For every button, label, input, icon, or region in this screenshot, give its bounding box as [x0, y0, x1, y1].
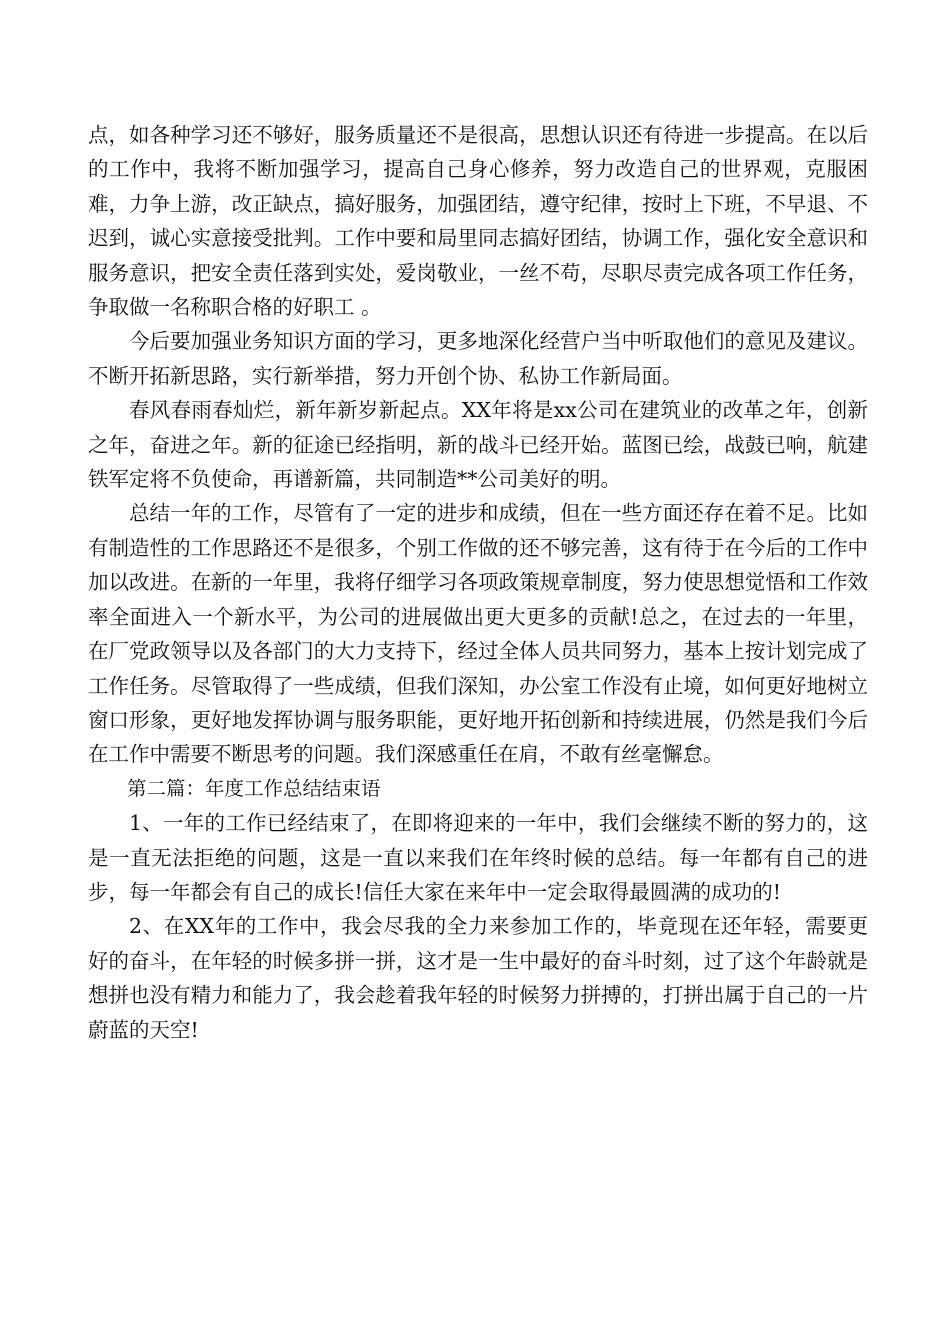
section-heading: 第二篇：年度工作总结结束语	[127, 776, 381, 800]
closing-paragraph-2: 2、在XX年的工作中，我会尽我的全力来参加工作的，毕竟现在还年轻，需要更好的奋斗，在年轻的时候多拼一拼，这才是一生中最好的奋斗时刻，过了这个年龄就是想拼也没有精力和能力了，我会趁着我年轻的时候努力拼搏的，打拼出属于自己的一片蔚蓝的天空!	[88, 914, 868, 1042]
paragraph-1: 点，如各种学习还不够好，服务质量还不是很高，思想认识还有待进一步提高。在以后的工作中，我将不断加强学习，提高自己身心修养，努力改造自己的世界观，克服困难，力争上游，改正缺点，搞好服务，加强团结，遵守纪律，按时上下班，不早退、不迟到，诚心实意接受批判。工作中要和局里同志搞好团结，协调工作，强化安全意识和服务意识，把安全责任落到实处，爱岗敬业，一丝不苟，尽职尽责完成各项工作任务，争取做一名称职合格的好职工 。	[88, 123, 868, 320]
closing-paragraph-1: 1、一年的工作已经结束了，在即将迎来的一年中，我们会继续不断的努力的，这是一直无法拒绝的问题，这是一直以来我们在年终时候的总结。每一年都有自己的进步，每一年都会有自己的成长!信任大家在来年中一定会取得最圆满的成功的!	[88, 811, 868, 904]
paragraph-2: 今后要加强业务知识方面的学习，更多地深化经营户当中听取他们的意见及建议。不断开拓新思路，实行新举措，努力开创个协、私协工作新局面。	[88, 329, 868, 388]
paragraph-3: 春风春雨春灿烂，新年新岁新起点。XX年将是xx公司在建筑业的改革之年，创新之年，奋进之年。新的征途已经指明，新的战斗已经开始。蓝图已绘，战鼓已响，航建铁军定将不负使命，再谱新篇，共同制造**公司美好的明。	[88, 398, 868, 492]
paragraph-4: 总结一年的工作，尽管有了一定的进步和成绩，但在一些方面还存在着不足。比如有制造性的工作思路还不是很多，个别工作做的还不够完善，这有待于在今后的工作中加以改进。在新的一年里，我将仔细学习各项政策规章制度，努力使思想觉悟和工作效率全面进入一个新水平，为公司的进展做出更大更多的贡献!总之，在过去的一年里，在厂党政领导以及各部门的大力支持下，经过全体人员共同努力，基本上按计划完成了工作任务。尽管取得了一些成绩，但我们深知，办公室工作没有止境，如何更好地树立窗口形象，更好地发挥协调与服务职能，更好地开拓创新和持续进展，仍然是我们今后在工作中需要不断思考的问题。我们深感重任在肩，不敢有丝毫懈怠。	[88, 501, 868, 767]
document-body	[88, 118, 868, 1047]
